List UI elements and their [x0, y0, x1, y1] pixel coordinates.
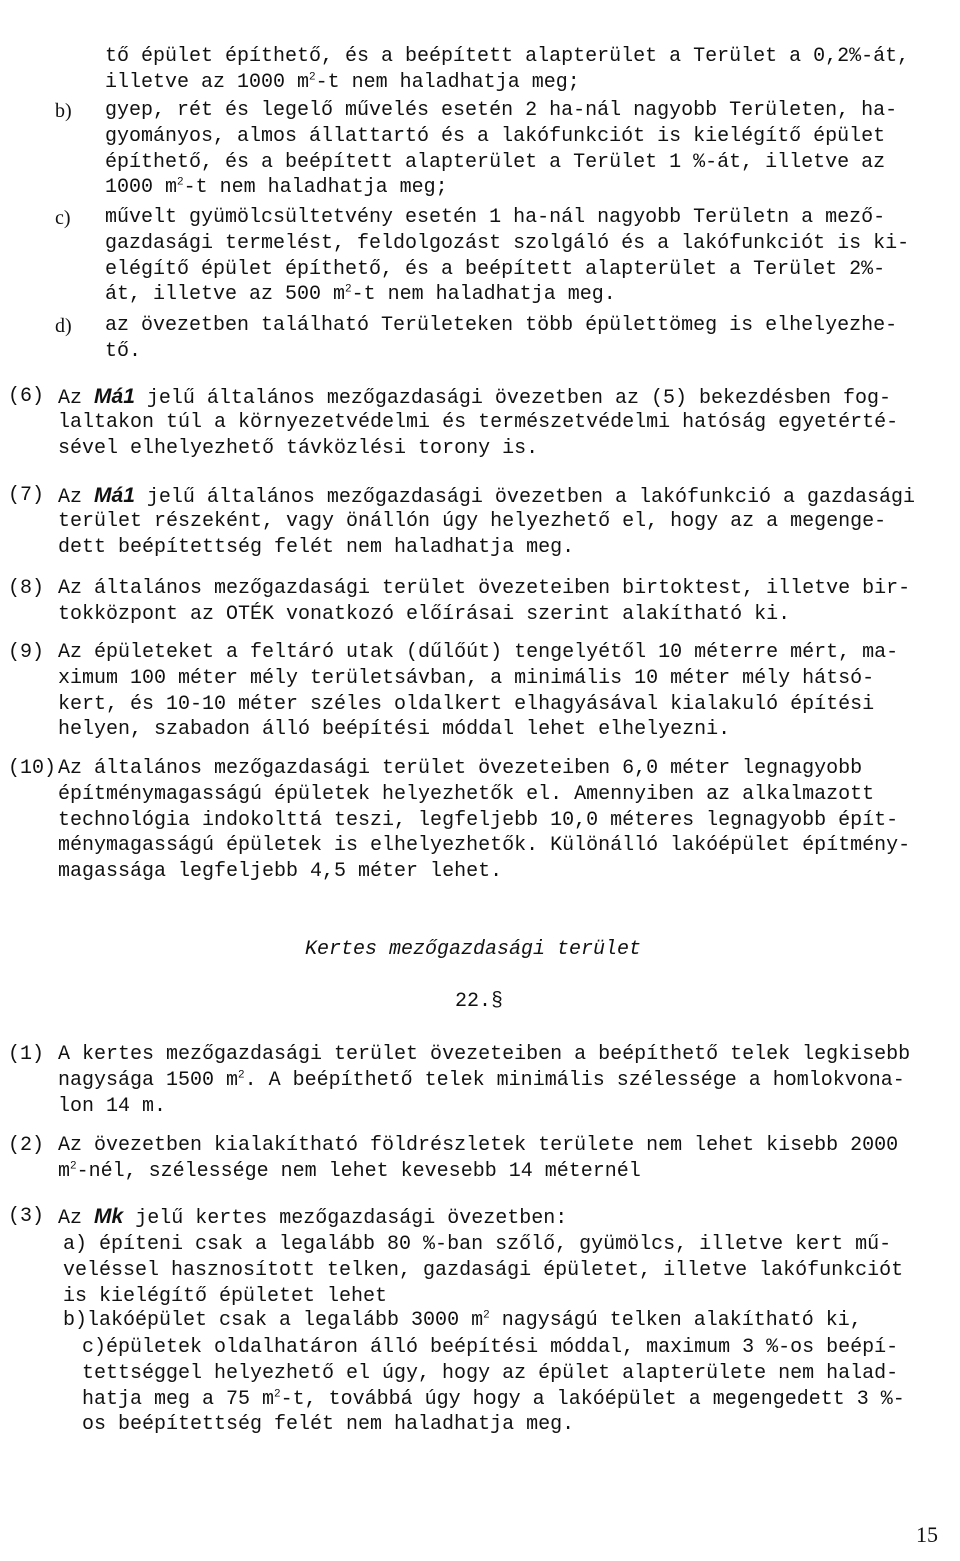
text-line: kert, és 10-10 méter széles oldalkert elhagyásával kialakuló építési	[58, 692, 875, 716]
paragraph-label: (2)	[8, 1134, 45, 1157]
text-line: ximum 100 méter mély területsávban, a minimális 10 méter mély hátsó-	[58, 666, 875, 690]
text-line: Az Má1 jelű általános mezőgazdasági övezetben az (5) bekezdésben fog-	[58, 385, 891, 410]
text-line: Az általános mezőgazdasági terület övezeteiben birtoktest, illetve bir-	[58, 577, 911, 600]
text-line: laltakon túl a környezetvédelmi és természetvédelmi hatóság egyetérté-	[58, 410, 899, 434]
text-line: építménymagasságú épületek helyezhetők el. Amennyiben az alkalmazott	[58, 782, 875, 806]
text-line: gazdasági termelést, feldolgozást szolgáló és a lakófunkciót is ki-	[105, 231, 910, 255]
text-line: Az övezetben kialakítható földrészletek területe nem lehet kisebb 2000	[58, 1134, 899, 1157]
text-line: sével elhelyezhető távközlési torony is.	[58, 436, 539, 460]
page-number: 15	[916, 1522, 938, 1547]
text-line: b)lakóépület csak a legalább 3000 $m^2$ nagyságú telken alakítható ki,	[63, 1309, 862, 1332]
zone-code: Má1	[94, 484, 135, 507]
text-line: technológia indokolttá teszi, legfeljebb 10,0 méteres legnagyobb épít-	[58, 808, 899, 832]
paragraph-label: (1)	[8, 1043, 45, 1066]
text-line: gyományos, almos állattartó és a lakófunkciót is kielégítő épület	[105, 124, 886, 148]
text-line: c)épületek oldalhatáron álló beépítési móddal, maximum 3 %-os beépí-	[82, 1336, 899, 1359]
text-line: dett beépítettség felét nem haladhatja meg.	[58, 535, 575, 559]
text-line: tő épület építhető, és a beépített alapterület a Terület a 0,2%-át,	[105, 45, 910, 68]
paragraph-label: (7)	[8, 484, 45, 507]
text-line: veléssel hasznosított telken, gazdasági épületet, illetve lakófunkciót	[63, 1258, 904, 1282]
text-line: terület részeként, vagy önállón úgy helyezhető el, hogy az a megenge-	[58, 509, 887, 533]
text-line: a) építeni csak a legalább 80 %-ban szőlő, gyümölcs, illetve kert mű-	[63, 1233, 892, 1256]
text-line: A kertes mezőgazdasági terület övezeteiben a beépíthető telek legkisebb	[58, 1043, 911, 1066]
paragraph-label: (8)	[8, 577, 45, 600]
text-line: lon 14 m.	[58, 1094, 167, 1118]
paragraph-label: b)	[55, 100, 72, 122]
text-line: építhető, és a beépített alapterület a Terület 1 %-át, illetve az	[105, 150, 886, 174]
paragraph-label: (10)	[8, 757, 57, 780]
text-line: os beépítettség felét nem haladhatja meg.	[82, 1413, 575, 1437]
text-line: is kielégítő épületet lehet	[63, 1284, 388, 1308]
text-line: tokközpont az OTÉK vonatkozó előírásai szerint alakítható ki.	[58, 602, 791, 626]
text-line: helyen, szabadon álló beépítési móddal lehet elhelyezni.	[58, 718, 731, 742]
text-line: át, illetve az 500 $m^2-t$ nem haladhatja meg.	[105, 283, 616, 307]
paragraph-label: (6)	[8, 385, 45, 408]
zone-code: Má1	[94, 385, 135, 408]
text-line: 1000 $m^2-t$ nem haladhatja meg;	[105, 176, 448, 200]
text-line: az övezetben található Területeken több épülettömeg is elhelyezhe-	[105, 314, 898, 337]
text-line: tő.	[105, 339, 142, 363]
text-line: $m^2$-nél, szélessége nem lehet kevesebb 14 méternél	[58, 1159, 641, 1183]
zone-code: Mk	[94, 1205, 124, 1228]
text-line: illetve az 1000 $m^2-t$ nem haladhatja meg;	[105, 70, 580, 94]
text-line: Az Mk jelű kertes mezőgazdasági övezetben:	[58, 1205, 568, 1230]
section-title: Kertes mezőgazdasági terület	[305, 938, 642, 961]
text-line: tettséggel helyezhető el úgy, hogy az épület alapterülete nem halad-	[82, 1361, 899, 1385]
text-line: Az általános mezőgazdasági terület övezeteiben 6,0 méter legnagyobb	[58, 757, 863, 780]
text-line: magassága legfeljebb 4,5 méter lehet.	[58, 860, 503, 884]
text-line: gyep, rét és legelő művelés esetén 2 ha-nál nagyobb Területen, ha-	[105, 99, 898, 122]
paragraph-label: d)	[55, 315, 72, 337]
text-line: elégítő épület építhető, és a beépített alapterület a Terület 2%-	[105, 257, 886, 281]
paragraph-label: (3)	[8, 1205, 45, 1228]
text-line: Az épületeket a feltáró utak (dűlőút) tengelyétől 10 méterre mért, ma-	[58, 641, 899, 664]
text-line: hatja meg a 75 $m^2-t$, továbbá úgy hogy a lakóépület a megengedett 3 %-	[82, 1387, 905, 1411]
paragraph-label: (9)	[8, 641, 45, 664]
section-number: 22.§	[455, 990, 504, 1013]
text-line: Az Má1 jelű általános mezőgazdasági övezetben a lakófunkció a gazdasági	[58, 484, 916, 509]
text-line: nagysága 1500 $m^2$. A beépíthető telek minimális szélessége a homlokvona-	[58, 1068, 905, 1092]
text-line: ménymagasságú épületek is elhelyezhetők. Különálló lakóépület építmény-	[58, 834, 911, 858]
paragraph-label: c)	[55, 207, 71, 229]
text-line: művelt gyümölcsültetvény esetén 1 ha-nál nagyobb Területn a mező-	[105, 206, 886, 229]
